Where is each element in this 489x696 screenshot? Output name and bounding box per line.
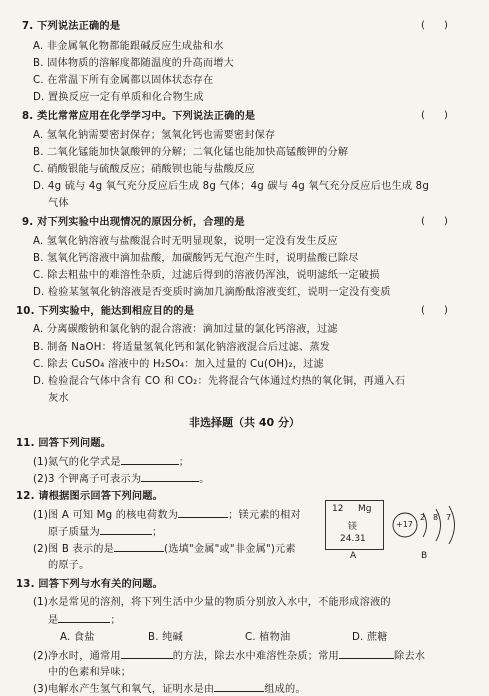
- q8-option-a: A. 氢氧化钠需要密封保存；氢氧化钙也需要密封保存: [33, 130, 276, 141]
- shell-1-count: 2: [420, 513, 426, 522]
- q12-charge-blank[interactable]: [178, 508, 228, 518]
- q11-part2-text: (2)3 个钾离子可表示为: [33, 474, 142, 485]
- q12-stem: 12. 请根据图示回答下列问题。: [16, 491, 164, 502]
- q12-part2-line1: [33, 542, 296, 556]
- q11-part2-blank[interactable]: [141, 472, 199, 482]
- q11-part1-text: (1)氮气的化学式是: [33, 457, 121, 468]
- q10-option-a: A. 分离碳酸钠和氯化钠的混合溶液：滴加过量的氯化钙溶液，过滤: [33, 324, 338, 335]
- q12-part2-text2: (选填"金属"或"非金属")元素: [164, 544, 296, 555]
- q13-choice-d: D. 蔗糖: [352, 632, 388, 643]
- q9-answer-paren: ( ): [421, 216, 448, 227]
- q12-part2-line2: 的原子。: [48, 560, 90, 571]
- q12-part2-text: (2)图 B 表示的是: [33, 544, 115, 555]
- figure-b-label: B: [421, 551, 428, 561]
- q13-part2-line2: 中的色素和异味；: [48, 667, 132, 678]
- q10-option-d-cont: 灰水: [48, 393, 69, 404]
- q12-part1-text2: ；镁元素的相对: [228, 510, 301, 521]
- q10-option-c: C. 除去 CuSO₄ 溶液中的 H₂SO₄：加入过量的 Cu(OH)₂，过滤: [33, 359, 324, 370]
- element-mass: 24.31: [340, 534, 366, 544]
- q13-part3: [33, 682, 306, 696]
- q12-part1-text3: 原子质量为: [48, 527, 100, 538]
- q13-part3-end: 组成的。: [264, 684, 306, 695]
- q13-choice-c: C. 植物油: [245, 632, 291, 643]
- q13-part1-end: ；: [110, 615, 121, 626]
- q8-answer-paren: ( ): [421, 110, 448, 121]
- q13-method-blank[interactable]: [121, 649, 173, 659]
- q13-part2-text2: 的方法，除去水中难溶性杂质；常用: [172, 651, 339, 662]
- q11-part2-end: 。: [199, 474, 210, 485]
- nucleus-charge: +17: [396, 520, 413, 529]
- q9-option-d: D. 检验某氢氧化钠溶液是否变质时滴加几滴酚酞溶液变红，说明一定没有变质: [33, 287, 391, 298]
- q9-stem: 9. 对下列实验中出现情况的原因分析，合理的是: [22, 217, 245, 228]
- q7-option-d: D. 置换反应一定有单质和化合物生成: [33, 92, 204, 103]
- q13-stem: 13. 回答下列与水有关的问题。: [16, 579, 164, 590]
- q7-answer-paren: ( ): [421, 20, 448, 31]
- q10-answer-paren: ( ): [421, 305, 448, 316]
- q8-stem: 8. 类比常常应用在化学学习中。下列说法正确的是: [22, 111, 256, 122]
- q8-option-d-cont: 气体: [48, 198, 69, 209]
- q13-part3-text: (3)电解水产生氢气和氧气，证明水是由: [33, 684, 215, 695]
- shell-2-count: 8: [433, 513, 439, 522]
- shell-3-count: 7: [446, 513, 452, 522]
- q7-option-a: A. 非金属氧化物都能跟碱反应生成盐和水: [33, 41, 224, 52]
- q11-part1-blank[interactable]: [121, 455, 179, 465]
- q9-option-a: A. 氢氧化钠溶液与盐酸混合时无明显现象，说明一定没有发生反应: [33, 236, 338, 247]
- shell-arc-3: [449, 506, 455, 544]
- q12-mass-blank[interactable]: [100, 525, 152, 535]
- q12-part1-line1: [33, 508, 301, 522]
- q8-option-b: B. 二氧化锰能加快氯酸钾的分解；二氧化锰也能加快高锰酸钾的分解: [33, 147, 349, 158]
- figure-a-element-cell: [325, 500, 384, 550]
- q9-option-c: C. 除去粗盐中的难溶性杂质，过滤后得到的溶液仍浑浊，说明滤纸一定破损: [33, 270, 380, 281]
- q13-adsorbent-blank[interactable]: [339, 649, 394, 659]
- q13-part1-line1: (1)水是常见的溶剂，将下列生活中少量的物质分别放入水中，不能形成溶液的: [33, 597, 391, 608]
- q13-choice-a: A. 食盐: [60, 632, 95, 643]
- q10-option-d: D. 检验混合气体中含有 CO 和 CO₂：先将混合气体通过灼热的氧化铜，再通入石: [33, 376, 406, 387]
- q10-stem: 10. 下列实验中，能达到相应目的的是: [16, 306, 195, 317]
- q12-part1-end: ；: [151, 527, 163, 538]
- q8-option-c: C. 硝酸银能与硫酸反应；硝酸钡也能与盐酸反应: [33, 164, 255, 175]
- q10-option-b: B. 制备 NaOH：将适量氢氧化钙和氯化钠溶液混合后过滤、蒸发: [33, 342, 331, 353]
- q13-composition-blank[interactable]: [214, 682, 264, 692]
- q13-part1-line2: [48, 613, 121, 627]
- q11-part1-end: ；: [178, 457, 190, 468]
- element-symbol: Mg: [358, 504, 372, 514]
- q9-option-b: B. 氢氧化钙溶液中滴加盐酸，加碳酸钙无气泡产生时，说明盐酸已除尽: [33, 253, 359, 264]
- figure-a-label: A: [350, 551, 357, 561]
- q13-part2-line1: [33, 649, 425, 663]
- q11-part1: [33, 455, 189, 469]
- q7-stem: 7. 下列说法正确的是: [22, 21, 121, 32]
- q7-option-c: C. 在常温下所有金属都以固体状态存在: [33, 75, 214, 86]
- section-title: 非选择题（共 40 分）: [189, 416, 300, 429]
- q8-option-d: D. 4g 硫与 4g 氧气充分反应后生成 8g 气体；4g 碳与 4g 氧气充分反应后也生成 8g: [33, 181, 430, 192]
- q12-part1-line2: [48, 525, 162, 539]
- q12-part1-text: (1)图 A 可知 Mg 的核电荷数为: [33, 510, 179, 521]
- element-number: 12: [332, 504, 344, 514]
- q7-option-b: B. 固体物质的溶解度都随温度的升高而增大: [33, 58, 235, 69]
- q11-part2: [33, 472, 210, 486]
- q11-stem: 11. 回答下列问题。: [16, 438, 112, 449]
- q12-type-blank[interactable]: [114, 542, 164, 552]
- q13-part2-text: (2)净水时，通常用: [33, 651, 121, 662]
- q13-part1-text: 是: [48, 615, 59, 626]
- element-name: 镁: [348, 522, 358, 532]
- q13-choice-b: B. 纯碱: [148, 632, 183, 643]
- q13-solvent-blank[interactable]: [58, 613, 110, 623]
- q13-part2-text3: 除去水: [393, 651, 426, 662]
